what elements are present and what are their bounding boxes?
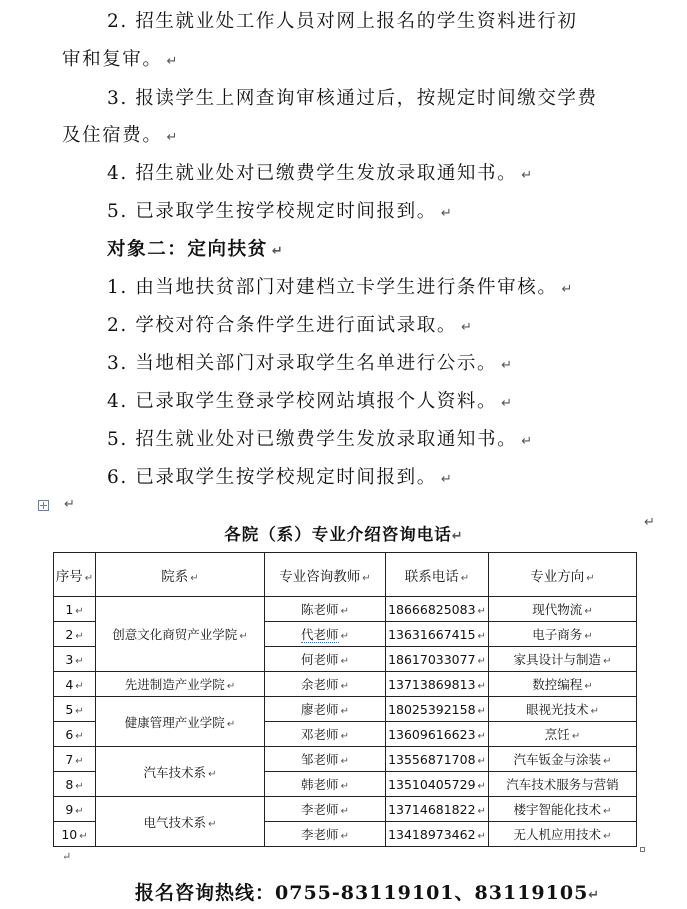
department-cell bbox=[96, 797, 265, 847]
paragraph-text: 6. 已录取学生按学校规定时间报到。 bbox=[107, 467, 437, 488]
cell-text: 9 bbox=[65, 801, 74, 817]
header-cell bbox=[265, 553, 386, 597]
cell-text: 先进制造产业学院 bbox=[124, 677, 225, 692]
phone-cell bbox=[386, 647, 489, 672]
teacher-cell bbox=[265, 772, 386, 797]
major-cell bbox=[489, 647, 637, 672]
paragraph-text: 1. 由当地扶贫部门对建档立卡学生进行条件审核。 bbox=[107, 277, 558, 298]
number-cell bbox=[54, 647, 96, 672]
major-cell bbox=[489, 722, 637, 747]
paragraph-mark-icon: ↵ bbox=[501, 358, 513, 373]
major-cell bbox=[489, 797, 637, 822]
paragraph-mark-icon: ↵ bbox=[166, 54, 178, 69]
cell-text: 烹饪 bbox=[544, 727, 570, 742]
phone-cell bbox=[386, 747, 489, 772]
cell-mark-icon: ↵ bbox=[477, 780, 486, 792]
cell-mark-icon: ↵ bbox=[340, 756, 349, 767]
cell-text: 健康管理产业学院 bbox=[124, 714, 225, 730]
table-header-row bbox=[54, 553, 637, 597]
cell-text: 18666825083 bbox=[388, 601, 476, 617]
phone-cell bbox=[386, 822, 489, 847]
cell-mark-icon: ↵ bbox=[75, 605, 84, 617]
header-text: 专业咨询教师 bbox=[279, 568, 361, 585]
paragraph-text: 审和复审。 bbox=[62, 49, 163, 70]
major-cell bbox=[489, 597, 637, 622]
paragraph-text: 3. 报读学生上网查询审核通过后，按规定时间缴交学费 bbox=[107, 88, 598, 109]
paragraph-text: 及住宿费。 bbox=[62, 125, 163, 146]
cell-text: 1 bbox=[65, 601, 74, 617]
cell-text: 创意文化商贸产业学院 bbox=[112, 627, 238, 642]
paragraph-mark-icon: ↵ bbox=[451, 529, 463, 544]
cell-text: 汽车钣金与涂装 bbox=[513, 752, 602, 767]
phone-cell bbox=[386, 722, 489, 747]
cell-text: 13418973462 bbox=[388, 826, 476, 842]
paragraph bbox=[107, 201, 452, 225]
paragraph-mark-icon: ↵ bbox=[561, 282, 573, 297]
cell-text: 汽车技术系 bbox=[143, 764, 207, 780]
paragraph-mark-icon: ↵ bbox=[440, 206, 452, 221]
cell-text: 余老师 bbox=[301, 677, 339, 692]
cell-mark-icon: ↵ bbox=[75, 780, 84, 792]
department-cell bbox=[96, 747, 265, 797]
header-cell bbox=[54, 553, 96, 597]
major-cell bbox=[489, 697, 637, 722]
cell-mark-icon: ↵ bbox=[477, 755, 486, 767]
cell-mark-icon: ↵ bbox=[208, 768, 217, 780]
number-cell bbox=[54, 722, 96, 747]
cell-text: 7 bbox=[65, 751, 74, 767]
cell-mark-icon: ↵ bbox=[590, 706, 599, 717]
teacher-cell bbox=[265, 647, 386, 672]
teacher-cell bbox=[265, 622, 386, 647]
hotline-text: 报名咨询热线：0755-83119101、83119105 bbox=[135, 882, 589, 904]
paragraph-mark-icon: ↵ bbox=[460, 320, 472, 335]
paragraph-text: 3. 当地相关部门对录取学生名单进行公示。 bbox=[107, 353, 498, 374]
table-row bbox=[54, 697, 637, 722]
phone-cell bbox=[386, 772, 489, 797]
header-text: 院系 bbox=[161, 568, 189, 585]
cell-mark-icon: ↵ bbox=[226, 681, 236, 692]
cell-mark-icon: ↵ bbox=[362, 572, 371, 584]
paragraph bbox=[62, 49, 177, 73]
number-cell bbox=[54, 822, 96, 847]
number-cell bbox=[54, 797, 96, 822]
paragraph-text: 4. 已录取学生登录学校网站填报个人资料。 bbox=[107, 391, 498, 412]
cell-text: 4 bbox=[65, 676, 74, 692]
header-cell bbox=[96, 553, 265, 597]
paragraph bbox=[107, 467, 452, 491]
cell-text: 5 bbox=[65, 701, 74, 717]
paragraph bbox=[107, 88, 598, 110]
cell-text: 陈老师 bbox=[301, 602, 339, 617]
paragraph bbox=[62, 125, 177, 149]
paragraph-mark-icon: ↵ bbox=[440, 472, 452, 487]
table-row bbox=[54, 747, 637, 772]
number-cell bbox=[54, 772, 96, 797]
cell-text: 13714681822 bbox=[388, 801, 476, 817]
cell-text: 廖老师 bbox=[301, 702, 339, 717]
header-text: 序号 bbox=[55, 568, 83, 585]
cell-text: 10 bbox=[61, 826, 78, 842]
cell-mark-icon: ↵ bbox=[586, 572, 595, 584]
paragraph-text: 5. 招生就业处对已缴费学生发放录取通知书。 bbox=[107, 429, 518, 450]
cell-mark-icon: ↵ bbox=[477, 805, 486, 817]
header-text: 专业方向 bbox=[530, 568, 585, 585]
phone-cell bbox=[386, 697, 489, 722]
cell-mark-icon: ↵ bbox=[477, 680, 486, 692]
paragraph bbox=[107, 315, 472, 339]
cell-text: 何老师 bbox=[301, 652, 339, 667]
hotline bbox=[135, 878, 599, 905]
cell-text: 13556871708 bbox=[388, 751, 476, 767]
number-cell bbox=[54, 597, 96, 622]
teacher-cell bbox=[265, 697, 386, 722]
cell-mark-icon: ↵ bbox=[340, 656, 349, 667]
cell-mark-icon: ↵ bbox=[477, 705, 486, 717]
number-cell bbox=[54, 622, 96, 647]
cell-text: 家具设计与制造 bbox=[513, 652, 602, 667]
paragraph bbox=[107, 163, 532, 187]
paragraph-text: 4. 招生就业处对已缴费学生发放录取通知书。 bbox=[107, 163, 518, 184]
cell-mark-icon: ↵ bbox=[340, 731, 349, 742]
cell-mark-icon: ↵ bbox=[340, 781, 349, 792]
cell-text: 无人机应用技术 bbox=[513, 827, 602, 842]
cell-mark-icon: ↵ bbox=[84, 572, 94, 584]
paragraph-mark-icon: ↵ bbox=[62, 850, 72, 863]
cell-mark-icon: ↵ bbox=[75, 630, 84, 642]
table-move-handle-icon[interactable] bbox=[38, 500, 49, 511]
cell-text: 13713869813 bbox=[388, 676, 476, 692]
paragraph bbox=[107, 277, 572, 301]
header-cell bbox=[386, 553, 489, 597]
cell-mark-icon: ↵ bbox=[460, 572, 470, 584]
paragraph-text: 5. 已录取学生按学校规定时间报到。 bbox=[107, 201, 437, 222]
cell-mark-icon: ↵ bbox=[226, 718, 236, 730]
cell-text: 眼视光技术 bbox=[526, 702, 589, 717]
phone-cell bbox=[386, 797, 489, 822]
major-cell bbox=[489, 672, 637, 697]
cell-text: 邹老师 bbox=[301, 752, 339, 767]
cell-text: 6 bbox=[65, 726, 74, 742]
cell-mark-icon: ↵ bbox=[340, 706, 349, 717]
table-title-text: 各院（系）专业介绍咨询电话 bbox=[224, 525, 452, 544]
cell-mark-icon: ↵ bbox=[208, 818, 217, 830]
paragraph-mark-icon: ↵ bbox=[644, 515, 655, 530]
cell-text: 楼宇智能化技术 bbox=[513, 802, 602, 817]
cell-mark-icon: ↵ bbox=[340, 631, 349, 642]
major-cell bbox=[489, 622, 637, 647]
department-cell bbox=[96, 697, 265, 747]
teacher-cell bbox=[265, 797, 386, 822]
cell-mark-icon: ↵ bbox=[75, 730, 84, 742]
cell-mark-icon: ↵ bbox=[477, 830, 486, 842]
cell-mark-icon: ↵ bbox=[603, 806, 612, 817]
table-row bbox=[54, 672, 637, 697]
contact-table bbox=[53, 552, 637, 847]
number-cell bbox=[54, 672, 96, 697]
paragraph-text: 2. 招生就业处工作人员对网上报名的学生资料进行初 bbox=[107, 11, 578, 32]
cell-text: 汽车技术服务与营销 bbox=[506, 777, 619, 792]
cell-mark-icon: ↵ bbox=[584, 606, 593, 617]
paragraph bbox=[107, 429, 532, 453]
cell-mark-icon: ↵ bbox=[477, 655, 486, 667]
phone-cell bbox=[386, 672, 489, 697]
teacher-cell bbox=[265, 672, 386, 697]
cell-mark-icon: ↵ bbox=[603, 831, 612, 842]
cell-mark-icon: ↵ bbox=[340, 606, 349, 617]
cell-mark-icon: ↵ bbox=[79, 830, 88, 842]
major-cell bbox=[489, 822, 637, 847]
cell-text: 现代物流 bbox=[532, 602, 583, 617]
paragraph bbox=[107, 353, 512, 377]
cell-text: 3 bbox=[65, 651, 74, 667]
teacher-cell bbox=[265, 722, 386, 747]
paragraph-text: 2. 学校对符合条件学生进行面试录取。 bbox=[107, 315, 457, 336]
paragraph-mark-icon: ↵ bbox=[501, 396, 513, 411]
header-cell bbox=[489, 553, 637, 597]
cell-mark-icon: ↵ bbox=[75, 680, 84, 692]
table-resize-handle-icon[interactable] bbox=[640, 847, 645, 852]
cell-text: 18617033077 bbox=[388, 651, 476, 667]
paragraph-mark-icon: ↵ bbox=[271, 244, 283, 259]
paragraph bbox=[107, 11, 578, 33]
table-title bbox=[0, 521, 687, 545]
cell-text: 李老师 bbox=[301, 827, 339, 842]
cell-mark-icon: ↵ bbox=[603, 756, 612, 767]
paragraph-mark-icon: ↵ bbox=[521, 168, 533, 183]
cell-mark-icon: ↵ bbox=[340, 806, 349, 817]
teacher-cell bbox=[265, 597, 386, 622]
paragraph-mark-icon: ↵ bbox=[588, 888, 600, 903]
cell-mark-icon: ↵ bbox=[477, 730, 486, 742]
teacher-cell bbox=[265, 822, 386, 847]
cell-text: 13510405729 bbox=[388, 776, 476, 792]
section-heading-text: 对象二：定向扶贫 bbox=[107, 239, 268, 260]
table-row bbox=[54, 797, 637, 822]
cell-mark-icon: ↵ bbox=[75, 755, 84, 767]
cell-text: 电气技术系 bbox=[143, 814, 207, 830]
cell-text: 2 bbox=[65, 626, 74, 642]
cell-text: 数控编程 bbox=[532, 677, 583, 692]
department-cell bbox=[96, 597, 265, 672]
paragraph bbox=[107, 391, 512, 415]
cell-mark-icon: ↵ bbox=[340, 681, 349, 692]
cell-mark-icon: ↵ bbox=[584, 681, 593, 692]
cell-text: 8 bbox=[65, 776, 74, 792]
cell-mark-icon: ↵ bbox=[190, 572, 199, 584]
paragraph-mark-icon: ↵ bbox=[166, 130, 178, 145]
number-cell bbox=[54, 697, 96, 722]
table-row bbox=[54, 597, 637, 622]
cell-mark-icon: ↵ bbox=[75, 705, 84, 717]
cell-mark-icon: ↵ bbox=[75, 655, 84, 667]
cell-mark-icon: ↵ bbox=[340, 831, 349, 842]
section-heading bbox=[107, 239, 283, 263]
cell-mark-icon: ↵ bbox=[584, 631, 593, 642]
teacher-cell bbox=[265, 747, 386, 772]
phone-cell bbox=[386, 622, 489, 647]
cell-mark-icon: ↵ bbox=[571, 731, 581, 742]
number-cell bbox=[54, 747, 96, 772]
paragraph-mark-icon: ↵ bbox=[64, 497, 75, 512]
paragraph-mark-icon: ↵ bbox=[521, 434, 533, 449]
major-cell bbox=[489, 747, 637, 772]
cell-text: 18025392158 bbox=[388, 701, 476, 717]
major-cell bbox=[489, 772, 637, 797]
cell-text: 电子商务 bbox=[532, 627, 583, 642]
cell-text: 13631667415 bbox=[388, 626, 476, 642]
cell-mark-icon: ↵ bbox=[603, 656, 612, 667]
cell-mark-icon: ↵ bbox=[239, 631, 248, 642]
header-text: 联系电话 bbox=[404, 568, 459, 585]
phone-cell bbox=[386, 597, 489, 622]
department-cell bbox=[96, 672, 265, 697]
cell-mark-icon: ↵ bbox=[75, 805, 84, 817]
cell-text: 邓老师 bbox=[301, 727, 339, 742]
cell-text: 代老师 bbox=[301, 627, 339, 642]
cell-mark-icon: ↵ bbox=[477, 605, 486, 617]
cell-text: 13609616623 bbox=[388, 726, 476, 742]
cell-text: 李老师 bbox=[301, 802, 339, 817]
cell-text: 韩老师 bbox=[301, 777, 339, 792]
cell-mark-icon: ↵ bbox=[477, 630, 486, 642]
